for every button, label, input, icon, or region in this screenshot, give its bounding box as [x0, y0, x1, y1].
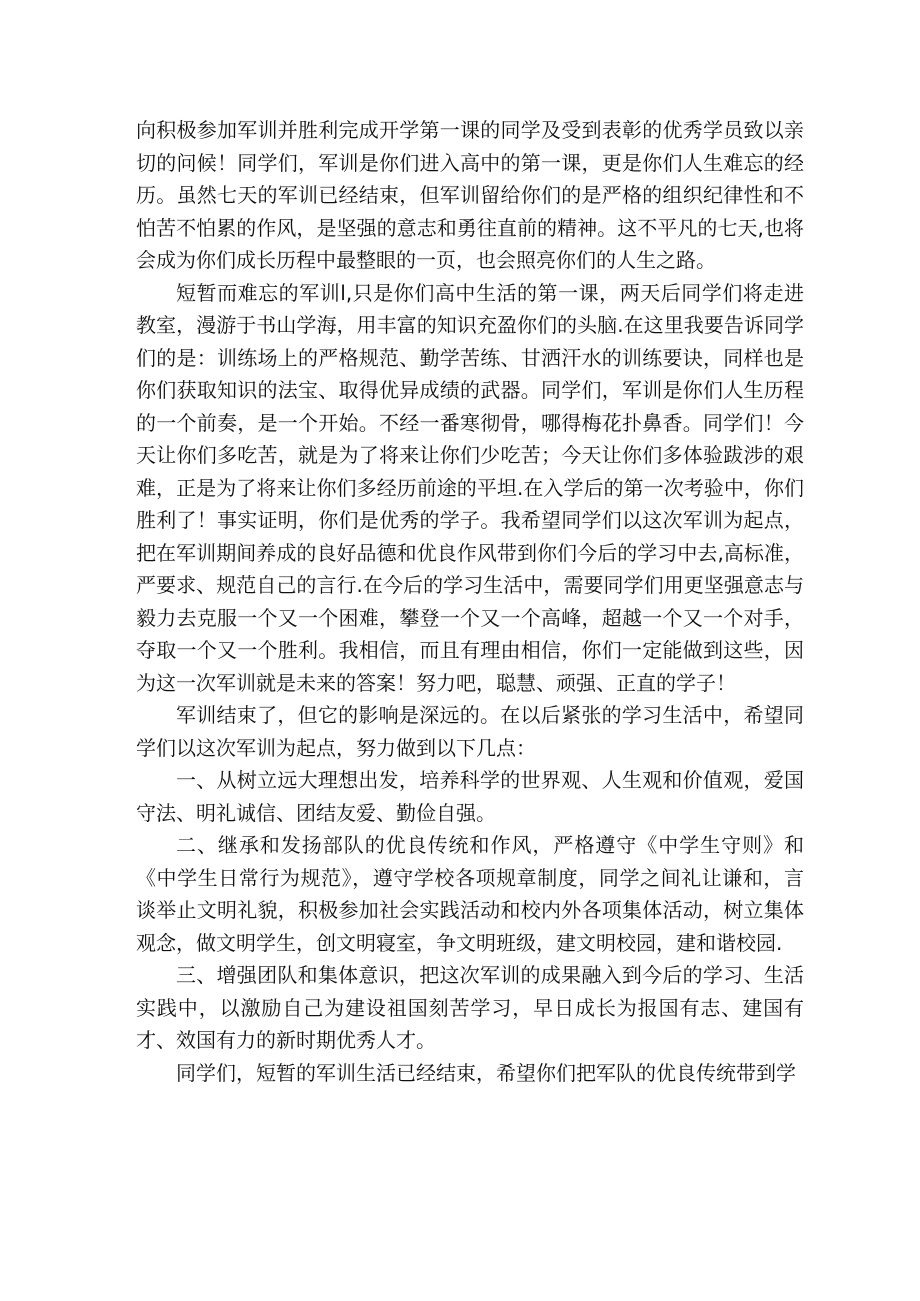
paragraph-1: 向积极参加军训并胜利完成开学第一课的同学及受到表彰的优秀学员致以亲切的问候！同学们，军训是你们进入高中的第一课，更是你们人生难忘的经历。虽然七天的军训已经结束，但军训留给你们的是严格的组织纪律性和不怕苦不怕累的作风，是坚强的意志和勇往直前的精神。这不平凡的七天,也将会成为你们成长历程中最整眼的一页，也会照亮你们的人生之路。 — [136, 118, 804, 272]
paragraph-6: 三、增强团队和集体意识，把这次军训的成果融入到今后的学习、生活实践中，以激励自己为建设祖国刻苦学习，早日成长为报国有志、建国有才、效国有力的新时期优秀人才。 — [136, 963, 804, 1052]
paragraph-7: 同学们，短暂的军训生活已经结束，希望你们把军队的优良传统带到学 — [176, 1060, 796, 1085]
paragraph-4: 一、从树立远大理想出发，培养科学的世界观、人生观和价值观，爱国守法、明礼诚信、团结友爱、勤俭自强。 — [136, 768, 804, 825]
document-body — [136, 114, 804, 1089]
paragraph-2: 短暂而难忘的军训l,只是你们高中生活的第一课，两天后同学们将走进教室，漫游于书山学海，用丰富的知识充盈你们的头脑.在这里我要告诉同学们的是：训练场上的严格规范、勤学苦练、甘洒汗水的训练要诀，同样也是你们获取知识的法宝、取得优异成绩的武器。同学们，军训是你们人生历程的一个前奏，是一个开始。不经一番寒彻骨，哪得梅花扑鼻香。同学们！今天让你们多吃苦，就是为了将来让你们少吃苦；今天让你们多体验跋涉的艰难，正是为了将来让你们多经历前途的平坦.在入学后的第一次考验中，你们胜利了！事实证明，你们是优秀的学子。我希望同学们以这次军训为起点，把在军训期间养成的良好品德和优良作风带到你们今后的学习中去,高标准，严要求、规范自己的言行.在今后的学习生活中，需要同学们用更坚强意志与毅力去克服一个又一个困难，攀登一个又一个高峰，超越一个又一个对手，夺取一个又一个胜利。我相信，而且有理由相信，你们一定能做到这些，因为这一次军训就是未来的答案！努力吧，聪慧、顽强、正直的学子！ — [136, 280, 804, 695]
paragraph-5: 二、继承和发扬部队的优良传统和作风，严格遵守《中学生守则》和《中学生日常行为规范》，遵守学校各项规章制度，同学之间礼让谦和，言谈举止文明礼貌，积极参加社会实践活动和校内外各项集体活动，树立集体观念，做文明学生，创文明寝室，争文明班级，建文明校园，建和谐校园. — [136, 833, 804, 955]
paragraph-3: 军训结束了，但它的影响是深远的。在以后紧张的学习生活中，希望同学们以这次军训为起点，努力做到以下几点： — [136, 703, 804, 760]
